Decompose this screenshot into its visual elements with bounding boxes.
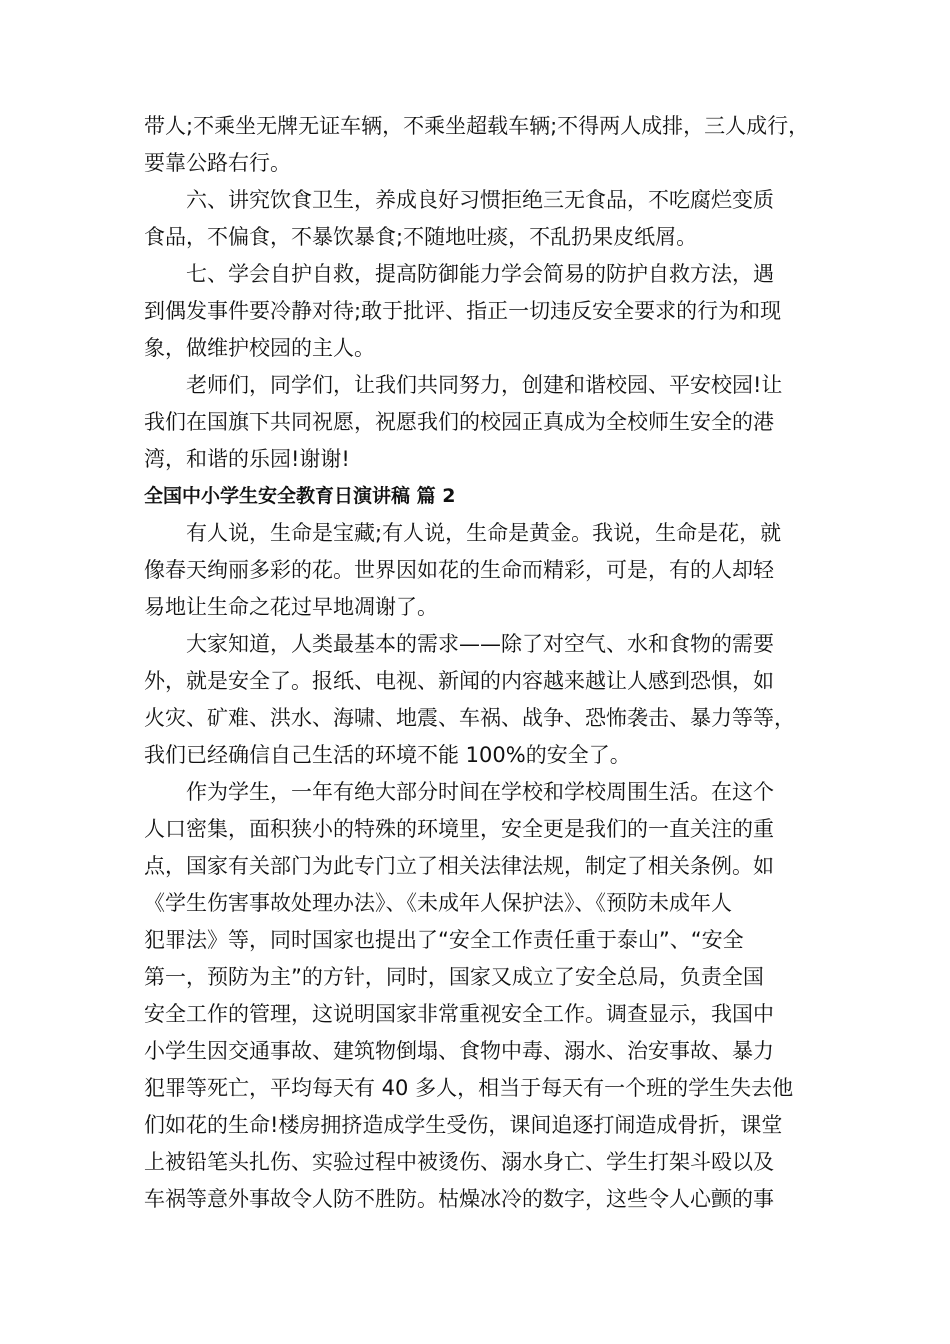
text-line: 象，做维护校园的主人。 xyxy=(144,336,375,360)
text-line: 我们已经确信自己生活的环境不能 100%的安全了。 xyxy=(144,743,631,767)
text-line: 安全工作的管理，这说明国家非常重视安全工作。调查显示，我国中 xyxy=(144,1002,774,1026)
paragraph xyxy=(144,774,834,1218)
text-line: 第一，预防为主”的方针，同时，国家又成立了安全总局，负责全国 xyxy=(144,965,764,989)
text-line: 人口密集，面积狭小的特殊的环境里，安全更是我们的一直关注的重 xyxy=(144,817,774,841)
text-line: 上被铅笔头扎伤、实验过程中被烫伤、溺水身亡、学生打架斗殴以及 xyxy=(144,1150,774,1174)
text-line: 《学生伤害事故处理办法》、《未成年人保护法》、《预防未成年人 xyxy=(144,891,732,915)
text-line: 老师们，同学们，让我们共同努力，创建和谐校园、平安校园!让 xyxy=(186,373,783,397)
text-line: 六、讲究饮食卫生，养成良好习惯拒绝三无食品，不吃腐烂变质 xyxy=(186,188,774,212)
section-heading: 全国中小学生安全教育日演讲稿 篇 2 xyxy=(144,485,456,507)
text-line: 犯罪等死亡，平均每天有 40 多人，相当于每天有一个班的学生失去他 xyxy=(144,1076,794,1100)
paragraph xyxy=(144,182,834,256)
text-line: 湾，和谐的乐园!谢谢! xyxy=(144,447,350,471)
text-line: 火灾、矿难、洪水、海啸、地震、车祸、战争、恐怖袭击、暴力等等， xyxy=(144,706,795,730)
text-line: 食品，不偏食，不暴饮暴食;不随地吐痰，不乱扔果皮纸屑。 xyxy=(144,225,698,249)
paragraph xyxy=(144,256,834,367)
text-line: 到偶发事件要冷静对待;敢于批评、指正一切违反安全要求的行为和现 xyxy=(144,299,782,323)
paragraph xyxy=(144,626,834,774)
text-line: 像春天绚丽多彩的花。世界因如花的生命而精彩，可是，有的人却轻 xyxy=(144,558,774,582)
text-line: 带人;不乘坐无牌无证车辆，不乘坐超载车辆;不得两人成排，三人成行， xyxy=(144,114,810,138)
text-line: 易地让生命之花过早地凋谢了。 xyxy=(144,595,438,619)
text-line: 外，就是安全了。报纸、电视、新闻的内容越来越让人感到恐惧，如 xyxy=(144,669,774,693)
text-line: 犯罪法》等，同时国家也提出了“安全工作责任重于泰山”、“安全 xyxy=(144,928,744,952)
paragraph xyxy=(144,367,834,478)
paragraph xyxy=(144,108,834,182)
text-line: 有人说，生命是宝藏;有人说，生命是黄金。我说，生命是花，就 xyxy=(186,521,782,545)
paragraph xyxy=(144,515,834,626)
text-line: 作为学生，一年有绝大部分时间在学校和学校周围生活。在这个 xyxy=(186,780,774,804)
text-line: 小学生因交通事故、建筑物倒塌、食物中毒、溺水、治安事故、暴力 xyxy=(144,1039,774,1063)
text-line: 我们在国旗下共同祝愿，祝愿我们的校园正真成为全校师生安全的港 xyxy=(144,410,774,434)
document-page xyxy=(144,108,834,1218)
text-line: 要靠公路右行。 xyxy=(144,151,291,175)
text-line: 点，国家有关部门为此专门立了相关法律法规，制定了相关条例。如 xyxy=(144,854,774,878)
text-line: 七、学会自护自救，提高防御能力学会简易的防护自救方法，遇 xyxy=(186,262,774,286)
text-line: 大家知道，人类最基本的需求——除了对空气、水和食物的需要 xyxy=(186,632,774,656)
text-line: 车祸等意外事故令人防不胜防。枯燥冰冷的数字，这些令人心颤的事 xyxy=(144,1187,774,1211)
text-line: 们如花的生命!楼房拥挤造成学生受伤，课间追逐打闹造成骨折，课堂 xyxy=(144,1113,783,1137)
